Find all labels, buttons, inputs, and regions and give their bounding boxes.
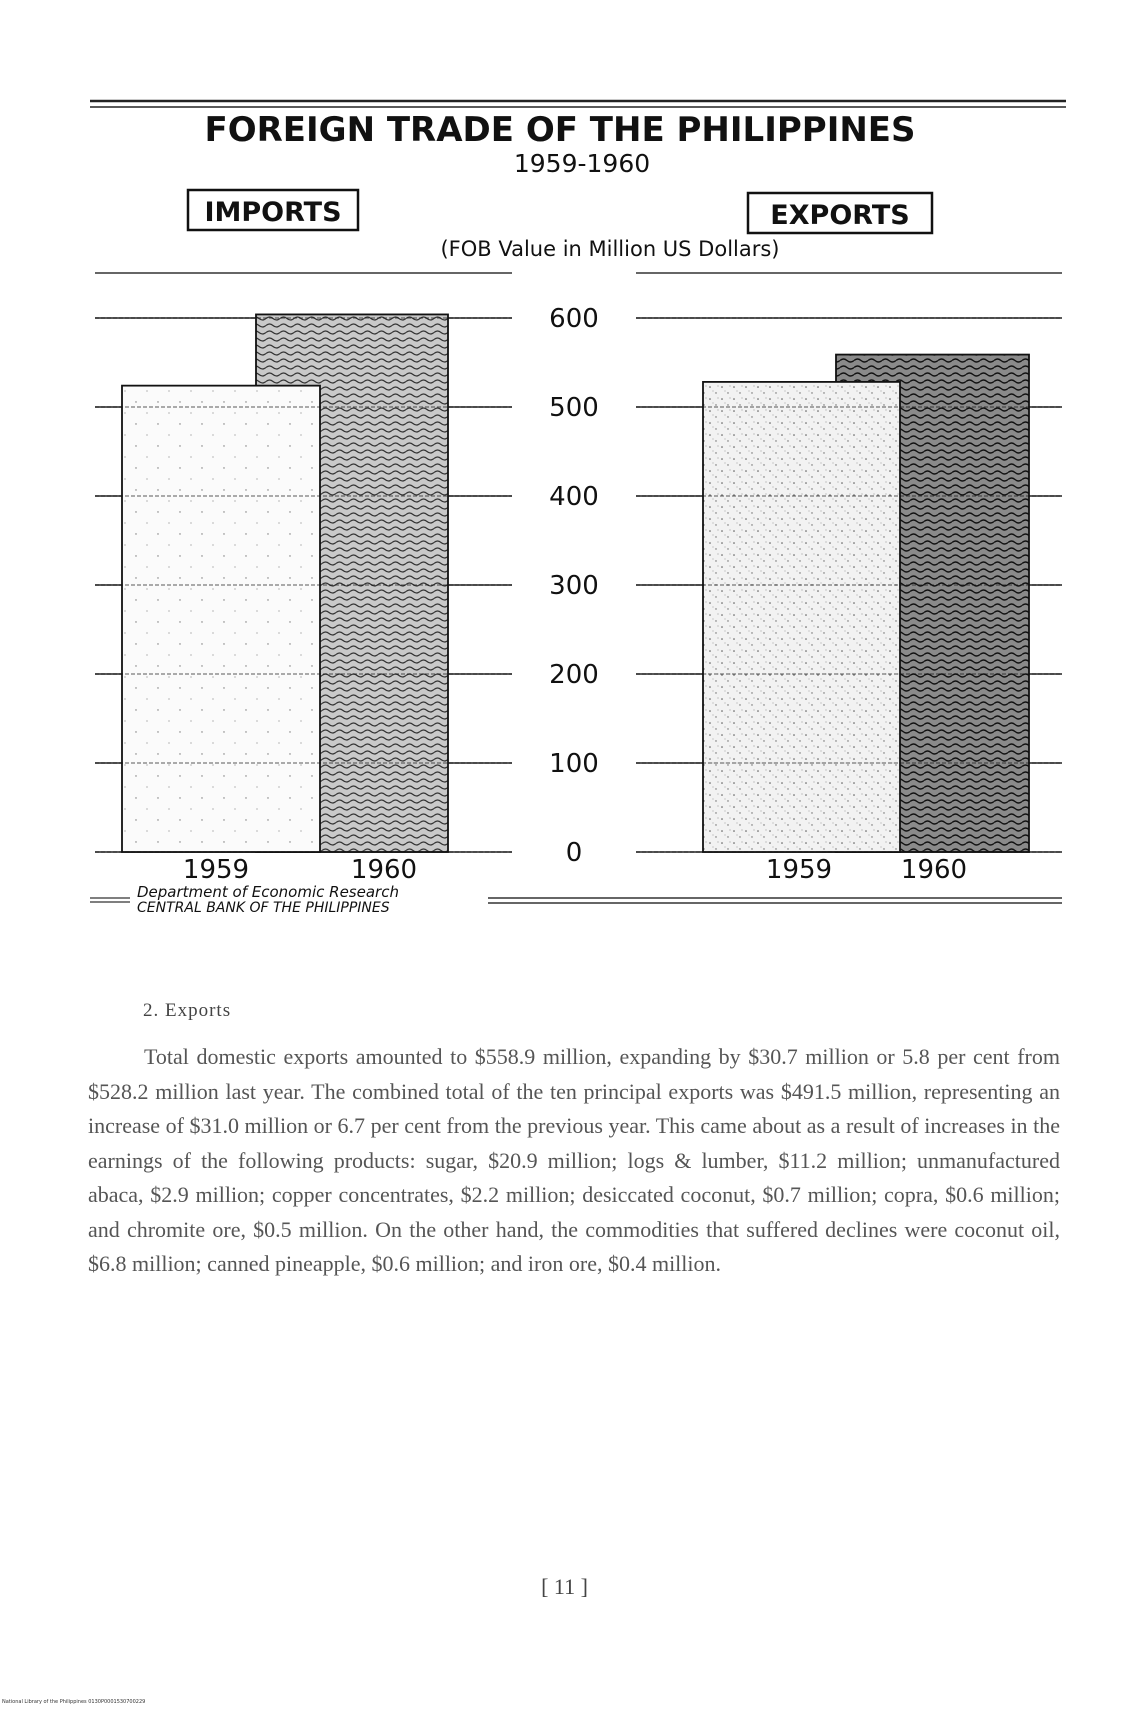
bar-exports-1959	[703, 382, 900, 852]
source-line-1: Department of Economic Research	[137, 883, 399, 901]
y-tick-label: 600	[549, 304, 599, 334]
category-label-imports-1960: 1960	[350, 855, 418, 885]
y-tick-label: 400	[549, 482, 599, 512]
chart-subtitle: 1959-1960	[513, 149, 651, 178]
category-label-exports-1960: 1960	[900, 855, 968, 885]
y-tick-labels	[549, 304, 599, 868]
exports-label: EXPORTS	[770, 200, 910, 231]
y-tick-label: 200	[549, 660, 599, 690]
bar-imports-1959	[122, 386, 320, 852]
y-tick-label: 300	[549, 571, 599, 601]
source-line-2: CENTRAL BANK OF THE PHILIPPINES	[137, 900, 390, 916]
units-label: (FOB Value in Million US Dollars)	[440, 237, 780, 261]
category-label-exports-1959: 1959	[765, 855, 833, 885]
y-tick-label: 0	[565, 838, 583, 868]
chart-title: FOREIGN TRADE OF THE PHILIPPINES	[204, 110, 916, 150]
page-number: [ 11 ]	[541, 1574, 588, 1599]
scan-credit: National Library of the Philippines 0130P0001530700229	[2, 1699, 146, 1705]
y-tick-label: 500	[549, 393, 599, 423]
category-label-imports-1959: 1959	[182, 855, 250, 885]
y-tick-label: 100	[549, 749, 599, 779]
exports-paragraph: Total domestic exports amounted to $558.9 million, expanding by $30.7 million or 5.8 per cent from $528.2 million last year. The combined total of the ten principal exports was $491.5 million, representing an increase of $31.0 million or 6.7 per cent from the previous year. This came about as a result of increases in the earnings of the following products: sugar, $20.9 million; logs & lumber, $11.2 million; unmanufactured abaca, $2.9 million; copper concentrates, $2.2 million; desiccated coconut, $0.7 million; copra, $0.6 million; and chromite ore, $0.5 million. On the other hand, the commodities that suffered declines were coconut oil, $6.8 million; canned pineapple, $0.6 million; and iron ore, $0.4 million.	[88, 1044, 1060, 1276]
section-heading: 2. Exports	[143, 1000, 232, 1021]
imports-label: IMPORTS	[204, 197, 342, 228]
